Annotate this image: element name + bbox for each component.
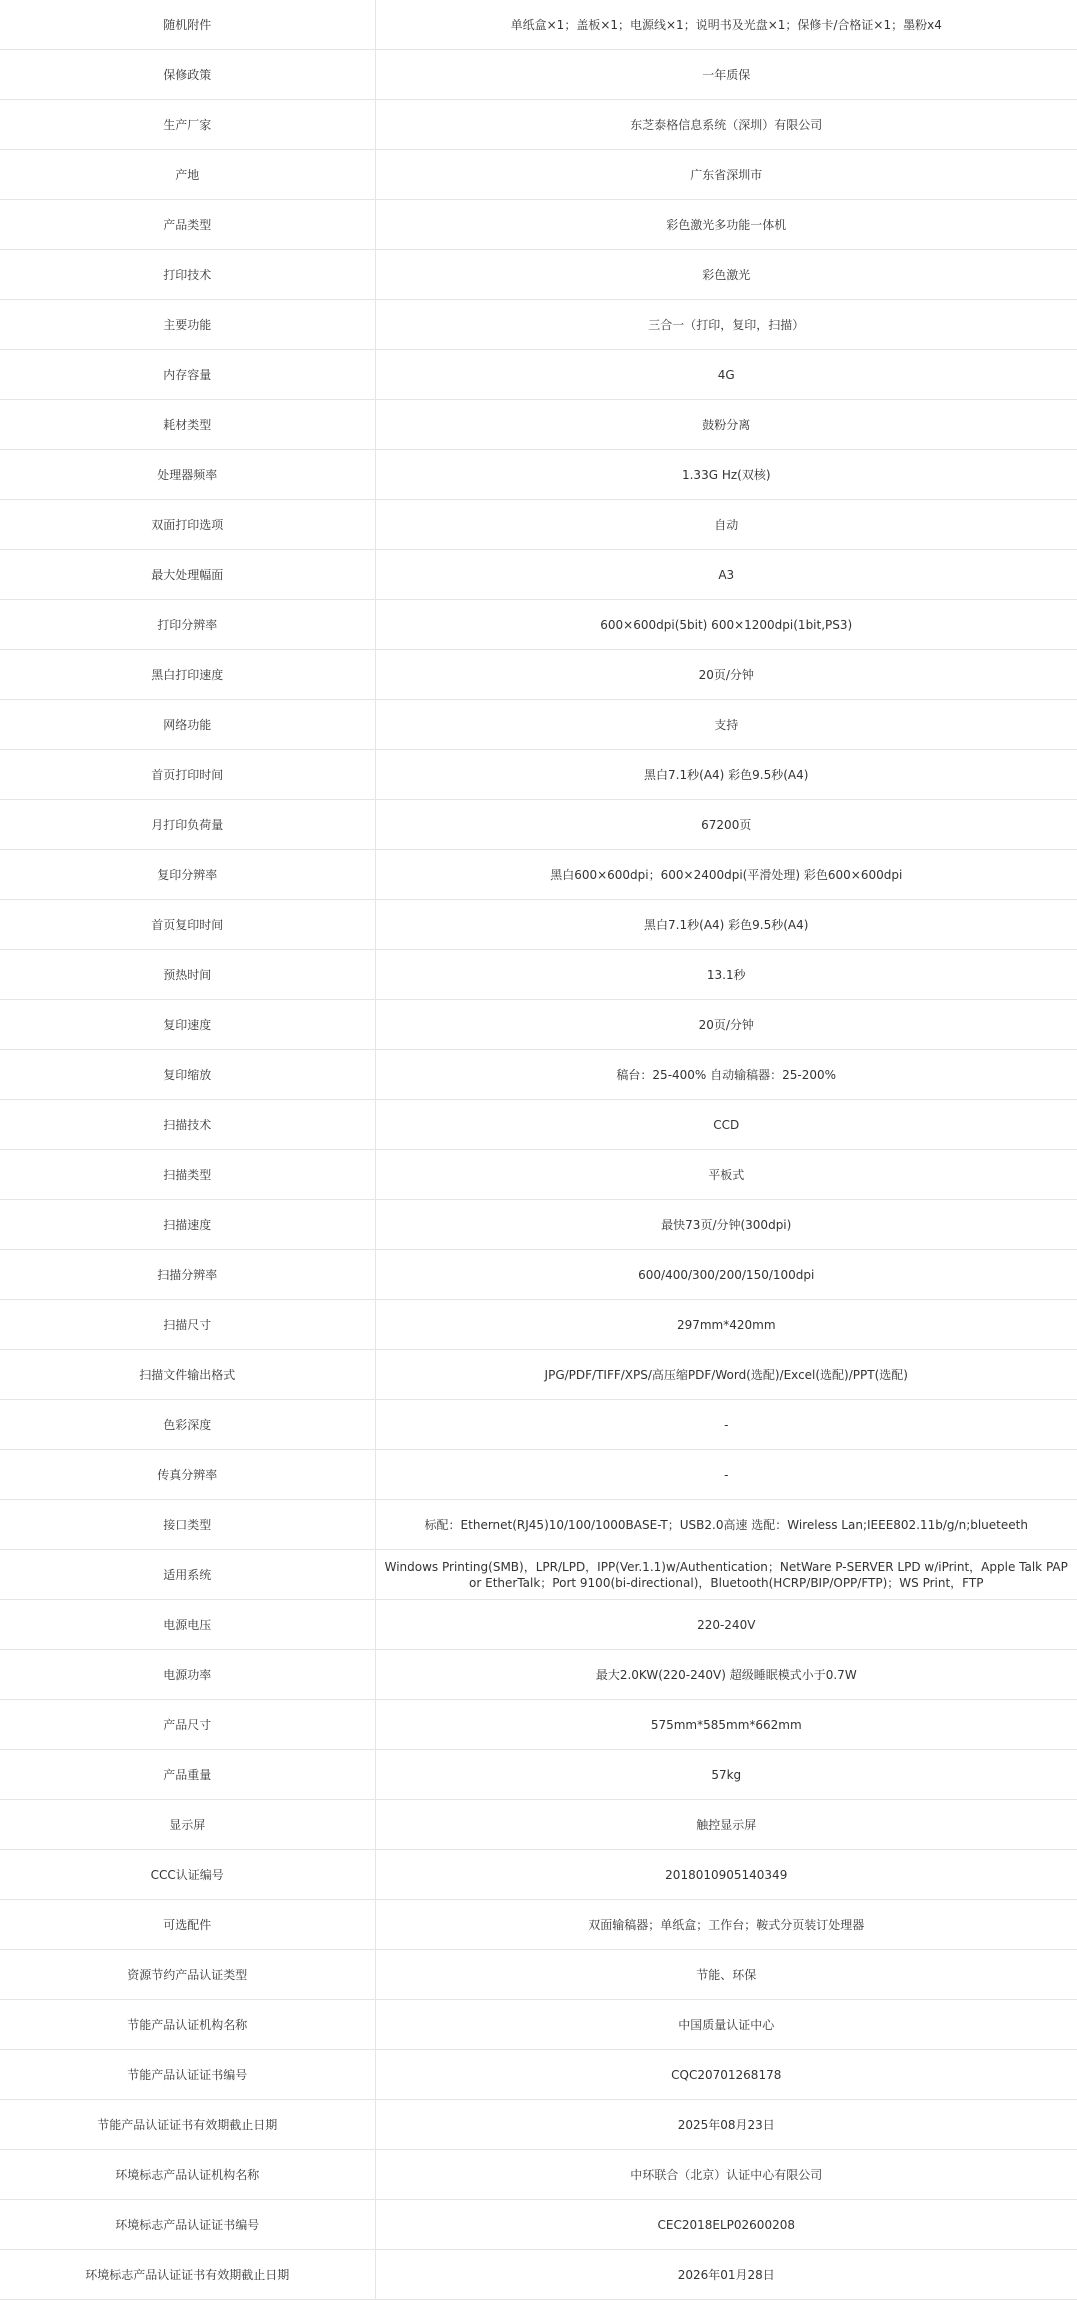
spec-value: CQC20701268178: [375, 2050, 1077, 2100]
spec-row: [0, 1700, 1077, 1750]
spec-label: 产品类型: [0, 200, 375, 250]
spec-value: 57kg: [375, 1750, 1077, 1800]
spec-value: 东芝泰格信息系统（深圳）有限公司: [375, 100, 1077, 150]
spec-label: 扫描文件输出格式: [0, 1350, 375, 1400]
spec-value: 广东省深圳市: [375, 150, 1077, 200]
spec-row: [0, 700, 1077, 750]
spec-row: [0, 950, 1077, 1000]
spec-value: 1.33G Hz(双核): [375, 450, 1077, 500]
spec-row: [0, 500, 1077, 550]
spec-value: 稿台：25-400% 自动输稿器：25-200%: [375, 1050, 1077, 1100]
spec-value: 67200页: [375, 800, 1077, 850]
spec-value: 575mm*585mm*662mm: [375, 1700, 1077, 1750]
spec-row: [0, 650, 1077, 700]
spec-label: 扫描类型: [0, 1150, 375, 1200]
spec-row: [0, 1350, 1077, 1400]
spec-row: [0, 1100, 1077, 1150]
spec-label: 打印分辨率: [0, 600, 375, 650]
spec-value: 20页/分钟: [375, 1000, 1077, 1050]
spec-row: [0, 1800, 1077, 1850]
spec-value: 2025年08月23日: [375, 2100, 1077, 2150]
spec-value: 13.1秒: [375, 950, 1077, 1000]
spec-value: 节能、环保: [375, 1950, 1077, 2000]
spec-value: 平板式: [375, 1150, 1077, 1200]
spec-value: 支持: [375, 700, 1077, 750]
spec-value: 600/400/300/200/150/100dpi: [375, 1250, 1077, 1300]
spec-row: [0, 1050, 1077, 1100]
spec-value: 黑白7.1秒(A4) 彩色9.5秒(A4): [375, 750, 1077, 800]
spec-label: 生产厂家: [0, 100, 375, 150]
spec-label: 扫描技术: [0, 1100, 375, 1150]
spec-value: 2018010905140349: [375, 1850, 1077, 1900]
spec-row: [0, 2100, 1077, 2150]
spec-label: 处理器频率: [0, 450, 375, 500]
spec-value: 中环联合（北京）认证中心有限公司: [375, 2150, 1077, 2200]
spec-row: [0, 1850, 1077, 1900]
spec-row: [0, 1400, 1077, 1450]
spec-value: 最大2.0KW(220-240V) 超级睡眠模式小于0.7W: [375, 1650, 1077, 1700]
spec-row: [0, 1500, 1077, 1550]
spec-label: 电源电压: [0, 1600, 375, 1650]
spec-value: 最快73页/分钟(300dpi): [375, 1200, 1077, 1250]
spec-value: Windows Printing(SMB)，LPR/LPD，IPP(Ver.1.1)w/Authentication；NetWare P-SERVER LPD w/iPrint，Apple Talk PAP or EtherTalk；Port 9100(bi-directional)，Bluetooth(HCRP/BIP/OPP/FTP)；WS Print，FTP: [375, 1550, 1077, 1600]
spec-value: 触控显示屏: [375, 1800, 1077, 1850]
spec-value: 双面输稿器；单纸盒；工作台；鞍式分页装订处理器: [375, 1900, 1077, 1950]
spec-value: 彩色激光: [375, 250, 1077, 300]
spec-label: 扫描速度: [0, 1200, 375, 1250]
spec-row: [0, 1250, 1077, 1300]
spec-row: [0, 1150, 1077, 1200]
spec-row: [0, 50, 1077, 100]
spec-value: 彩色激光多功能一体机: [375, 200, 1077, 250]
spec-label: 产品尺寸: [0, 1700, 375, 1750]
spec-row: [0, 1950, 1077, 2000]
spec-row: [0, 1600, 1077, 1650]
spec-label: 可选配件: [0, 1900, 375, 1950]
spec-label: 节能产品认证证书有效期截止日期: [0, 2100, 375, 2150]
spec-row: [0, 850, 1077, 900]
spec-row: [0, 2200, 1077, 2250]
spec-value: JPG/PDF/TIFF/XPS/高压缩PDF/Word(选配)/Excel(选配)/PPT(选配): [375, 1350, 1077, 1400]
spec-row: [0, 1000, 1077, 1050]
spec-label: 打印技术: [0, 250, 375, 300]
spec-row: [0, 1900, 1077, 1950]
spec-label: 节能产品认证机构名称: [0, 2000, 375, 2050]
spec-value: 297mm*420mm: [375, 1300, 1077, 1350]
spec-value: 鼓粉分离: [375, 400, 1077, 450]
spec-label: 扫描尺寸: [0, 1300, 375, 1350]
spec-label: 产地: [0, 150, 375, 200]
spec-row: [0, 350, 1077, 400]
spec-label: 耗材类型: [0, 400, 375, 450]
spec-row: [0, 1550, 1077, 1600]
spec-row: [0, 1200, 1077, 1250]
spec-value: 220-240V: [375, 1600, 1077, 1650]
spec-label: 电源功率: [0, 1650, 375, 1700]
spec-value: A3: [375, 550, 1077, 600]
spec-row: [0, 1750, 1077, 1800]
spec-row: [0, 2150, 1077, 2200]
spec-label: 月打印负荷量: [0, 800, 375, 850]
spec-row: [0, 2250, 1077, 2300]
spec-label: 保修政策: [0, 50, 375, 100]
spec-label: 预热时间: [0, 950, 375, 1000]
spec-row: [0, 250, 1077, 300]
spec-value: CCD: [375, 1100, 1077, 1150]
spec-label: 传真分辨率: [0, 1450, 375, 1500]
spec-label: 色彩深度: [0, 1400, 375, 1450]
spec-row: [0, 600, 1077, 650]
spec-value: -: [375, 1450, 1077, 1500]
spec-value: 单纸盒×1；盖板×1；电源线×1；说明书及光盘×1；保修卡/合格证×1；墨粉x4: [375, 0, 1077, 50]
spec-value: 黑白600×600dpi；600×2400dpi(平滑处理) 彩色600×600dpi: [375, 850, 1077, 900]
spec-label: 首页打印时间: [0, 750, 375, 800]
spec-row: [0, 750, 1077, 800]
spec-label: 扫描分辨率: [0, 1250, 375, 1300]
spec-row: [0, 400, 1077, 450]
spec-row: [0, 100, 1077, 150]
spec-row: [0, 900, 1077, 950]
spec-value: 标配：Ethernet(RJ45)10/100/1000BASE-T；USB2.0高速 选配：Wireless Lan;IEEE802.11b/g/n;blueteeth: [375, 1500, 1077, 1550]
spec-label: 黑白打印速度: [0, 650, 375, 700]
spec-value: 自动: [375, 500, 1077, 550]
spec-row: [0, 550, 1077, 600]
spec-label: 资源节约产品认证类型: [0, 1950, 375, 2000]
spec-label: 首页复印时间: [0, 900, 375, 950]
spec-value: 600×600dpi(5bit) 600×1200dpi(1bit,PS3): [375, 600, 1077, 650]
spec-value: CEC2018ELP02600208: [375, 2200, 1077, 2250]
spec-value: 20页/分钟: [375, 650, 1077, 700]
spec-value: 三合一（打印，复印，扫描）: [375, 300, 1077, 350]
spec-value: 中国质量认证中心: [375, 2000, 1077, 2050]
spec-label: 显示屏: [0, 1800, 375, 1850]
spec-row: [0, 450, 1077, 500]
spec-row: [0, 300, 1077, 350]
spec-label: 最大处理幅面: [0, 550, 375, 600]
spec-label: 复印分辨率: [0, 850, 375, 900]
spec-label: CCC认证编号: [0, 1850, 375, 1900]
spec-row: [0, 1450, 1077, 1500]
spec-label: 环境标志产品认证机构名称: [0, 2150, 375, 2200]
spec-label: 产品重量: [0, 1750, 375, 1800]
spec-label: 双面打印选项: [0, 500, 375, 550]
spec-value: 一年质保: [375, 50, 1077, 100]
spec-label: 网络功能: [0, 700, 375, 750]
spec-row: [0, 150, 1077, 200]
spec-label: 复印缩放: [0, 1050, 375, 1100]
spec-row: [0, 2050, 1077, 2100]
spec-label: 主要功能: [0, 300, 375, 350]
spec-value: 2026年01月28日: [375, 2250, 1077, 2300]
spec-value: 黑白7.1秒(A4) 彩色9.5秒(A4): [375, 900, 1077, 950]
spec-row: [0, 200, 1077, 250]
spec-label: 复印速度: [0, 1000, 375, 1050]
spec-label: 节能产品认证证书编号: [0, 2050, 375, 2100]
spec-row: [0, 0, 1077, 50]
spec-label: 接口类型: [0, 1500, 375, 1550]
spec-label: 内存容量: [0, 350, 375, 400]
spec-label: 环境标志产品认证证书编号: [0, 2200, 375, 2250]
spec-label: 适用系统: [0, 1550, 375, 1600]
spec-row: [0, 800, 1077, 850]
spec-label: 随机附件: [0, 0, 375, 50]
spec-row: [0, 1650, 1077, 1700]
spec-label: 环境标志产品认证证书有效期截止日期: [0, 2250, 375, 2300]
spec-value: 4G: [375, 350, 1077, 400]
spec-row: [0, 2000, 1077, 2050]
spec-value: -: [375, 1400, 1077, 1450]
spec-row: [0, 1300, 1077, 1350]
